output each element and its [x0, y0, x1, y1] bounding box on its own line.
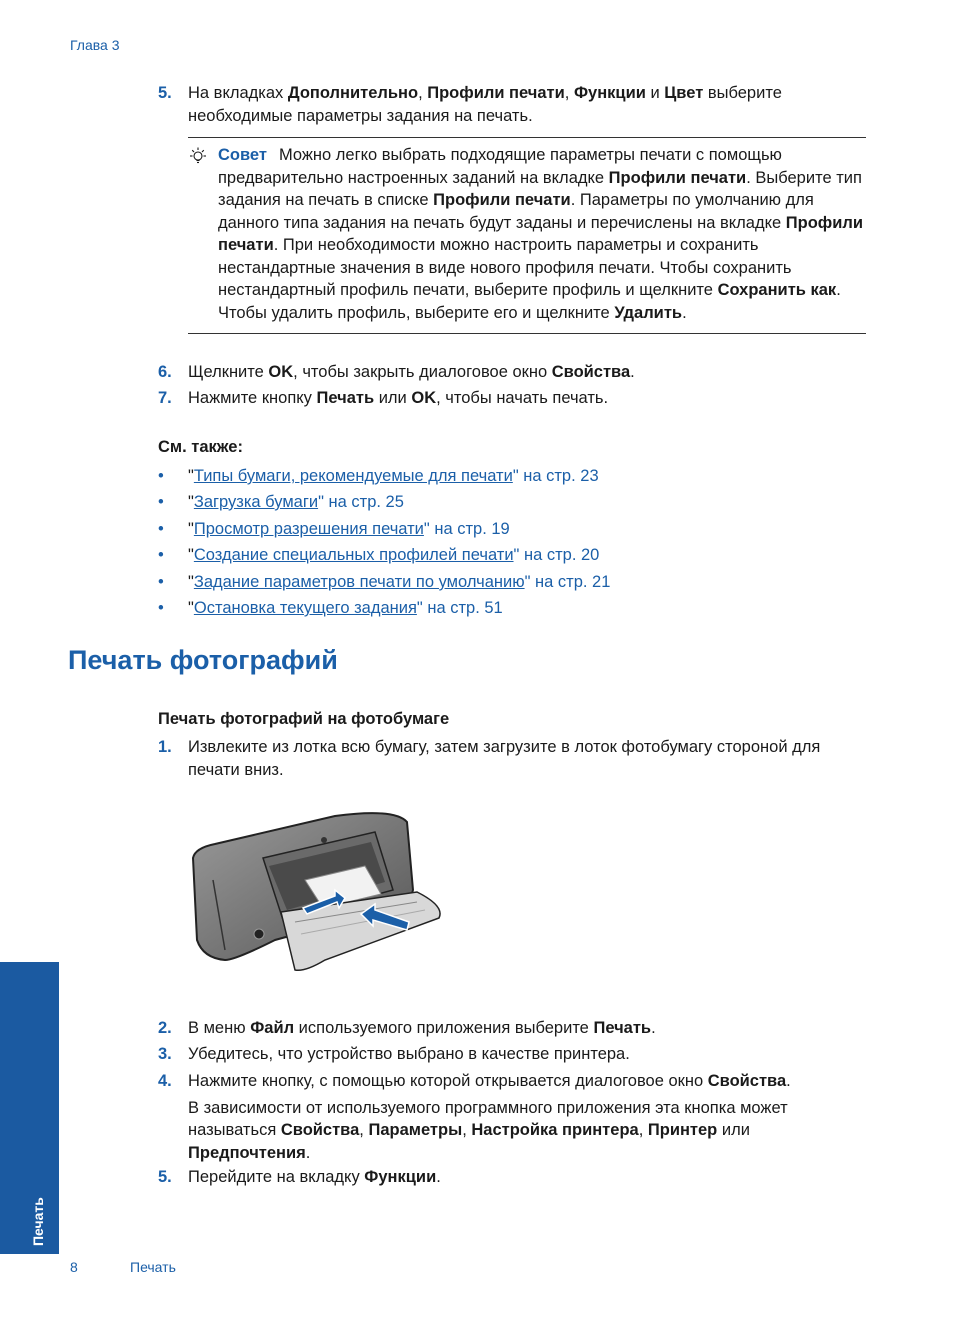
see-also-link[interactable]: Остановка текущего задания [193, 599, 417, 617]
tip-text: Совет Можно легко выбрать подходящие параметры печати с помощью предварительно настроенных заданий на вкладке Профили печати. Выберите тип задания на печать в списке Профили печати. Параметры по умолчанию для данного типа задания на печать будут заданы и перечислены на вкладке Профили печати. При необходимости можно настроить параметры и сохранить нестандартные значения в виде нового профиля печати. Чтобы сохранить нестандартный профиль печати, выберите профиль и щелкните Сохранить как. Чтобы удалить профиль, выберите его и щелкните Удалить. [218, 146, 863, 322]
step-item [158, 361, 868, 384]
step-number: 4. [158, 1072, 172, 1090]
tip-box [188, 137, 866, 334]
step-number: 2. [158, 1019, 172, 1037]
see-also-link[interactable]: Задание параметров печати по умолчанию [193, 573, 525, 591]
see-also-link[interactable]: Просмотр разрешения печати [193, 520, 424, 538]
step-number: 5. [158, 1168, 172, 1186]
step-item [158, 82, 868, 127]
see-also-heading: См. также: [158, 438, 243, 456]
see-also-item: • "Просмотр разрешения печати" на стр. 19 [158, 520, 510, 538]
step-item [158, 736, 868, 781]
step-text: Извлеките из лотка всю бумагу, затем загрузите в лоток фотобумагу стороной для печати вниз. [188, 738, 821, 779]
see-also-item: • "Остановка текущего задания" на стр. 51 [158, 599, 503, 617]
step-number: 5. [158, 84, 172, 102]
see-also-link[interactable]: Типы бумаги, рекомендуемые для печати [193, 467, 513, 485]
step-number: 1. [158, 738, 172, 756]
see-also-link[interactable]: Загрузка бумаги [193, 493, 319, 511]
step-text: В меню Файл используемого приложения выберите Печать. [188, 1019, 656, 1037]
see-also-item: • "Создание специальных профилей печати" на стр. 20 [158, 546, 600, 564]
tip-label: Совет [218, 146, 267, 164]
see-also-item: • "Типы бумаги, рекомендуемые для печати" на стр. 23 [158, 467, 599, 485]
step-text: Убедитесь, что устройство выбрано в качестве принтера. [188, 1045, 630, 1063]
step-item [158, 1017, 868, 1040]
chapter-header: Глава 3 [70, 37, 120, 53]
step-item [158, 1166, 868, 1189]
step-text: Перейдите на вкладку Функции. [188, 1168, 441, 1186]
step-text: Щелкните OK, чтобы закрыть диалоговое окно Свойства. [188, 363, 635, 381]
side-tab-label: Печать [30, 1197, 46, 1246]
step-note: В зависимости от используемого программного приложения эта кнопка может называться Свойства, Параметры, Настройка принтера, Принтер или Предпочтения. [188, 1098, 788, 1162]
step-number: 3. [158, 1045, 172, 1063]
procedure-heading: Печать фотографий на фотобумаге [158, 710, 450, 728]
page-number: 8 [70, 1259, 78, 1275]
see-also-item: • "Задание параметров печати по умолчанию" на стр. 21 [158, 573, 611, 591]
step-item [158, 387, 868, 410]
footer-title: Печать [130, 1259, 176, 1275]
step-text: Нажмите кнопку, с помощью которой открывается диалоговое окно Свойства. [188, 1072, 791, 1090]
step-number: 6. [158, 363, 172, 381]
chapter-side-tab [0, 962, 59, 1254]
step-item [158, 1070, 868, 1164]
step-item [158, 1043, 868, 1066]
step-text: Нажмите кнопку Печать или OK, чтобы начать печать. [188, 389, 609, 407]
lightbulb-icon [188, 146, 208, 166]
step-text: На вкладках Дополнительно, Профили печати, Функции и Цвет выберите необходимые параметры задания на печать. [188, 84, 782, 125]
see-also-item: • "Загрузка бумаги" на стр. 25 [158, 493, 404, 511]
section-heading: Печать фотографий [68, 645, 338, 675]
printer-illustration [185, 810, 445, 980]
see-also-link[interactable]: Создание специальных профилей печати [193, 546, 514, 564]
step-number: 7. [158, 389, 172, 407]
